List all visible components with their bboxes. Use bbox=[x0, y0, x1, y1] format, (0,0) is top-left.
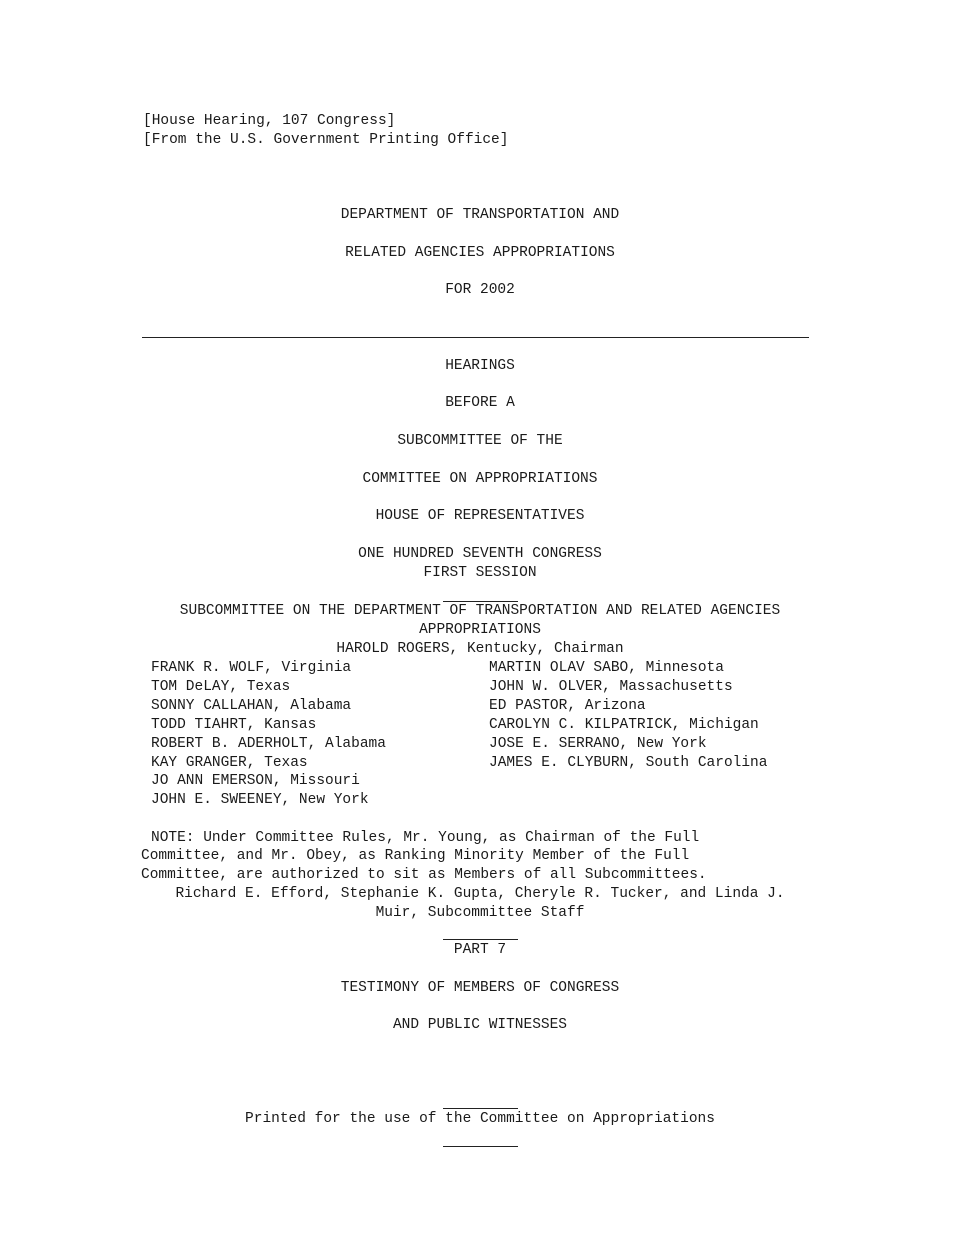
short-divider-2 bbox=[443, 939, 518, 940]
member-right: JOHN W. OLVER, Massachusetts bbox=[489, 679, 733, 695]
short-divider-3 bbox=[443, 1108, 518, 1109]
title-line-2: RELATED AGENCIES APPROPRIATIONS bbox=[345, 245, 615, 261]
member-right: MARTIN OLAV SABO, Minnesota bbox=[489, 660, 724, 676]
note-line-1: NOTE: Under Committee Rules, Mr. Young, as Chairman of the Full bbox=[151, 830, 700, 846]
header-line-1: [House Hearing, 107 Congress] bbox=[143, 113, 396, 129]
hearing-line-1: HEARINGS bbox=[445, 358, 515, 374]
title-line-3: FOR 2002 bbox=[445, 282, 515, 298]
member-left: ROBERT B. ADERHOLT, Alabama bbox=[151, 736, 386, 752]
member-right: JOSE E. SERRANO, New York bbox=[489, 736, 707, 752]
subcommittee-name-line-1: SUBCOMMITTEE ON THE DEPARTMENT OF TRANSPORTATION AND RELATED AGENCIES bbox=[179, 603, 781, 619]
hearing-line-2: BEFORE A bbox=[445, 395, 515, 411]
header-line-2: [From the U.S. Government Printing Office] bbox=[143, 132, 509, 148]
title-line-1: DEPARTMENT OF TRANSPORTATION AND bbox=[340, 207, 620, 223]
hearing-line-5: HOUSE OF REPRESENTATIVES bbox=[375, 508, 585, 524]
member-left: JOHN E. SWEENEY, New York bbox=[151, 792, 369, 808]
member-left: KAY GRANGER, Texas bbox=[151, 755, 308, 771]
part-label: PART 7 bbox=[453, 942, 507, 958]
member-left: JO ANN EMERSON, Missouri bbox=[151, 773, 360, 789]
member-left: FRANK R. WOLF, Virginia bbox=[151, 660, 352, 676]
member-left: TOM DeLAY, Texas bbox=[151, 679, 291, 695]
staff-line-1: Richard E. Efford, Stephanie K. Gupta, Cheryle R. Tucker, and Linda J. bbox=[175, 886, 785, 902]
part-line-2: AND PUBLIC WITNESSES bbox=[392, 1017, 568, 1033]
short-divider-4 bbox=[443, 1146, 518, 1147]
hearing-line-7: FIRST SESSION bbox=[423, 565, 537, 581]
member-right: CAROLYN C. KILPATRICK, Michigan bbox=[489, 717, 759, 733]
note-line-3: Committee, are authorized to sit as Members of all Subcommittees. bbox=[141, 867, 707, 883]
part-line-1: TESTIMONY OF MEMBERS OF CONGRESS bbox=[340, 980, 620, 996]
member-left: SONNY CALLAHAN, Alabama bbox=[151, 698, 352, 714]
hearing-line-6: ONE HUNDRED SEVENTH CONGRESS bbox=[358, 546, 602, 562]
member-right: ED PASTOR, Arizona bbox=[489, 698, 646, 714]
note-line-2: Committee, and Mr. Obey, as Ranking Minority Member of the Full bbox=[141, 848, 690, 864]
member-right: JAMES E. CLYBURN, South Carolina bbox=[489, 755, 768, 771]
member-left: TODD TIAHRT, Kansas bbox=[151, 717, 317, 733]
hearing-line-3: SUBCOMMITTEE OF THE bbox=[397, 433, 563, 449]
hearing-line-4: COMMITTEE ON APPROPRIATIONS bbox=[362, 471, 598, 487]
title-divider bbox=[142, 337, 809, 338]
staff-line-2: Muir, Subcommittee Staff bbox=[375, 905, 585, 921]
subcommittee-chairman: HAROLD ROGERS, Kentucky, Chairman bbox=[336, 641, 624, 657]
subcommittee-name-line-2: APPROPRIATIONS bbox=[419, 622, 541, 638]
printed-for-line: Printed for the use of the Committee on Appropriations bbox=[245, 1111, 715, 1127]
